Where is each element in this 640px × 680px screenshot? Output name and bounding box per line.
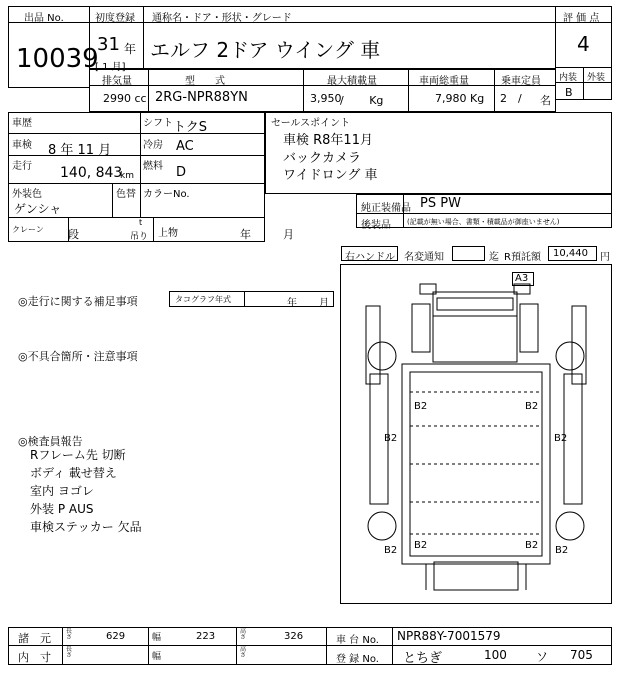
first-reg-year: 31 (97, 34, 120, 55)
damage-mark-2: B2 (525, 401, 539, 412)
crane-t: t (139, 218, 143, 227)
exterior-grade-label: 外装 (587, 73, 606, 83)
mileage-label: 走行 (12, 161, 32, 172)
rating-label: 評 価 点 (563, 13, 600, 24)
model-name: エルフ 2ドア ウイング 車 (150, 38, 381, 62)
lot-number: 10039 (16, 44, 99, 74)
inspector-line-4: 外装 P AUS (30, 502, 94, 516)
chassis-label: 車 台 No. (336, 635, 379, 646)
inspector-label: ◎検査員報告 (18, 435, 83, 448)
first-reg-label: 初度登録 (95, 13, 135, 24)
tacho-month: 月 (319, 298, 329, 309)
model-label: 通称名・ドア・形状・グレード (152, 13, 292, 24)
inner-dims-label: 内 寸 (18, 651, 51, 664)
inspector-line-3: 室内 ヨゴレ (30, 484, 94, 498)
truck-outline (340, 264, 612, 604)
shift-value: トクS (173, 120, 207, 135)
damage-mark-6: B2 (525, 540, 539, 551)
inspector-line-2: ボディ 載せ替え (30, 466, 117, 480)
reg-class: 100 (484, 648, 507, 662)
max-load-label: 最大積載量 (327, 76, 377, 87)
name-change-label: 名変通知 (404, 252, 444, 263)
reg-label: 登 録 No. (336, 654, 379, 665)
footer-box (8, 627, 612, 665)
dims-label: 諸 元 (18, 632, 51, 645)
inspection-label: 車検 (12, 140, 32, 151)
damage-mark-7: B2 (384, 545, 398, 556)
upper-month: 月 (283, 228, 294, 241)
gross-value: 7,980 Kg (435, 92, 485, 105)
aftermarket-label: 後装品 (361, 220, 391, 231)
driving-notes-label: ◎走行に関する補足事項 (18, 295, 138, 308)
color-code-label: 色替 (116, 189, 136, 200)
r-meter-value: 10,440 (553, 248, 588, 259)
sales-label: セールスポイント (271, 118, 351, 129)
length-label: 長さ (66, 628, 73, 641)
mileage-value: 140, 843 (60, 165, 123, 181)
inspection-value: 8 年 11 月 (48, 143, 112, 158)
rt-label: 迄 (489, 252, 499, 263)
reg-kana: ソ (536, 650, 549, 664)
length-value: 629 (106, 631, 126, 642)
color-no-label: カラーNo. (143, 189, 190, 200)
inner-height-label: 高さ (240, 646, 247, 659)
reg-number: 705 (570, 648, 593, 662)
crane-hanging: 吊り (130, 232, 149, 242)
capacity-unit: 名 (540, 94, 551, 107)
defect-label: ◎不具合箇所・注意事項 (18, 350, 138, 363)
height-label: 高さ (240, 628, 247, 641)
chassis-value: NPR88Y-7001579 (397, 629, 501, 643)
sales-line-1: 車検 R8年11月 (283, 133, 373, 148)
tacho-label: タコグラフ年式 (175, 295, 231, 304)
sales-line-3: ワイドロング 車 (283, 168, 378, 183)
equipment-value: PS PW (420, 196, 461, 211)
interior-grade: B (565, 86, 573, 99)
damage-mark-4: B2 (554, 433, 568, 444)
capacity-slash: / (518, 92, 522, 105)
crane-steps: 段 (68, 228, 79, 241)
sales-line-2: バックカメラ (283, 151, 362, 166)
max-load-value: 3,950 (310, 92, 342, 105)
first-reg-year-unit: 年 (124, 42, 137, 56)
name-change-box (452, 246, 485, 261)
ac-value: AC (176, 139, 194, 154)
inspector-line-1: Rフレーム先 切断 (30, 448, 126, 462)
inner-length-label: 長さ (66, 646, 73, 659)
capacity-label: 乗車定員 (501, 76, 541, 87)
lot-label: 出品 No. (24, 13, 64, 24)
cc-value: 2990 cc (103, 92, 147, 105)
r-meter-label: R預託額 (504, 252, 541, 263)
mileage-unit: km (120, 171, 134, 181)
rating-value: 4 (577, 32, 590, 56)
max-load-unit: / Kg (340, 94, 384, 107)
interior-grade-label: 内装 (559, 73, 578, 83)
cc-label: 排気量 (102, 76, 132, 87)
damage-mark-8: B2 (555, 545, 569, 556)
damage-mark-1: B2 (414, 401, 428, 412)
tacho-year: 年 (287, 298, 297, 309)
r-meter-unit: 円 (600, 252, 610, 263)
color-label: 外装色 (12, 189, 42, 200)
equipment-label: 純正装備品 (361, 203, 411, 214)
history-label: 車歴 (12, 118, 32, 129)
color-value: ゲンシャ (14, 202, 62, 216)
ac-label: 冷房 (143, 140, 163, 151)
reg-place: とちぎ (403, 651, 443, 666)
damage-mark-3: B2 (384, 433, 398, 444)
upper-label: 上物 (158, 228, 178, 239)
width-label: 幅 (152, 633, 162, 643)
fuel-value: D (176, 165, 187, 180)
height-value: 326 (284, 631, 304, 642)
damage-mark-5: B2 (414, 540, 428, 551)
upper-year: 年 (240, 228, 251, 241)
type-label: 型 式 (185, 76, 225, 87)
inner-width-label: 幅 (152, 652, 162, 662)
details-box (8, 112, 265, 242)
handle-side: 右ハンドル (345, 252, 395, 263)
first-reg-month: [ 1 月] (95, 62, 126, 73)
gross-label: 車両総重量 (419, 76, 469, 87)
aftermarket-note: (記載が無い場合、書類・積載品が御座いません) (407, 218, 560, 226)
capacity-value: 2 (500, 92, 507, 105)
crane-label: クレーン (12, 225, 44, 234)
fuel-label: 燃料 (143, 161, 163, 172)
shift-label: シフト (143, 118, 173, 129)
type-value: 2RG-NPR88YN (155, 90, 248, 105)
width-value: 223 (196, 631, 216, 642)
inspector-line-5: 車検ステッカー 欠品 (30, 520, 142, 534)
damage-mark-a3: A3 (515, 273, 529, 284)
